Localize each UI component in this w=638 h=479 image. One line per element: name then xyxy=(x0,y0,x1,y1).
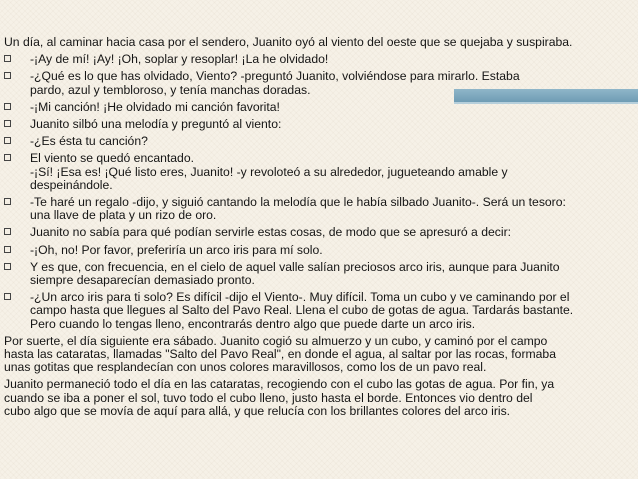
paragraph-cataratas: Juanito permaneció todo el día en las cataratas, recogiendo con el cubo las gotas de agua. Por fin, ya cuando se iba a poner el sol, tuvo todo el cubo lleno, justo hasta el borde. Entonces vio dentro del cubo algo que se movía de aquí para allá, y que relucía con los brillantes colores del arco iris. xyxy=(4,377,555,418)
bullet-item: -¿Qué es lo que has olvidado, Viento? -preguntó Juanito, volviéndose para mirarlo. Estaba pardo, azul y tembloroso, y tenía manchas doradas. xyxy=(4,70,634,96)
square-bullet-icon xyxy=(4,103,11,110)
square-bullet-icon xyxy=(4,72,11,79)
bullet-list xyxy=(4,53,634,331)
bullet-item: Juanito silbó una melodía y preguntó al viento: xyxy=(4,118,634,131)
square-bullet-icon xyxy=(4,55,11,62)
square-bullet-icon xyxy=(4,246,11,253)
bullet-item: -¿Un arco iris para ti solo? Es difícil -dijo el Viento-. Muy difícil. Toma un cubo y ve caminando por el campo hasta que llegues al Salto del Pavo Real. Llena el cubo de gotas de agua. Tardarás bastante. Pero cuando lo tengas lleno, encontrarás dentro algo que puede darte un arco iris. xyxy=(4,291,634,331)
bullet-item: -¿Es ésta tu canción? xyxy=(4,135,634,148)
square-bullet-icon xyxy=(4,198,11,205)
square-bullet-icon xyxy=(4,120,11,127)
bullet-item: -Te haré un regalo -dijo, y siguió cantando la melodía que le había silbado Juanito-. Será un tesoro: una llave de plata y un rizo de oro. xyxy=(4,196,634,222)
bullet-item: -¡Oh, no! Por favor, preferiría un arco iris para mí solo. xyxy=(4,244,634,257)
bullet-item: Juanito no sabía para qué podían servirle estas cosas, de modo que se apresuró a decir: xyxy=(4,226,634,239)
bullet-item: -¡Mi canción! ¡He olvidado mi canción favorita! xyxy=(4,101,634,114)
square-bullet-icon xyxy=(4,228,11,235)
paragraph-sabado: Por suerte, el día siguiente era sábado. Juanito cogió su almuerzo y un cubo, y caminó por el campo hasta las cataratas, llamadas "Salto del Pavo Real", en donde el agua, al saltar por las rocas, formaba unas gotitas que resplandecían con unos colores maravillosos, como los de un pavo real. xyxy=(4,333,556,375)
bullet-item: Y es que, con frecuencia, en el cielo de aquel valle salían preciosos arco iris, aunque para Juanito siempre desaparecían demasiado pronto. xyxy=(4,261,634,287)
bullet-item: -¡Ay de mí! ¡Ay! ¡Oh, soplar y resoplar! ¡La he olvidado! xyxy=(4,53,634,66)
square-bullet-icon xyxy=(4,293,11,300)
story-text xyxy=(4,36,634,422)
square-bullet-icon xyxy=(4,137,11,144)
bullet-item: El viento se quedó encantado. -¡Sí! ¡Esa es! ¡Qué listo eres, Juanito! -y revoloteó a su alrededor, jugueteando amable y despeinándole. xyxy=(4,152,634,192)
square-bullet-icon xyxy=(4,154,11,161)
intro-paragraph: Un día, al caminar hacia casa por el sendero, Juanito oyó al viento del oeste que se quejaba y suspiraba. xyxy=(4,35,573,49)
square-bullet-icon xyxy=(4,263,11,270)
